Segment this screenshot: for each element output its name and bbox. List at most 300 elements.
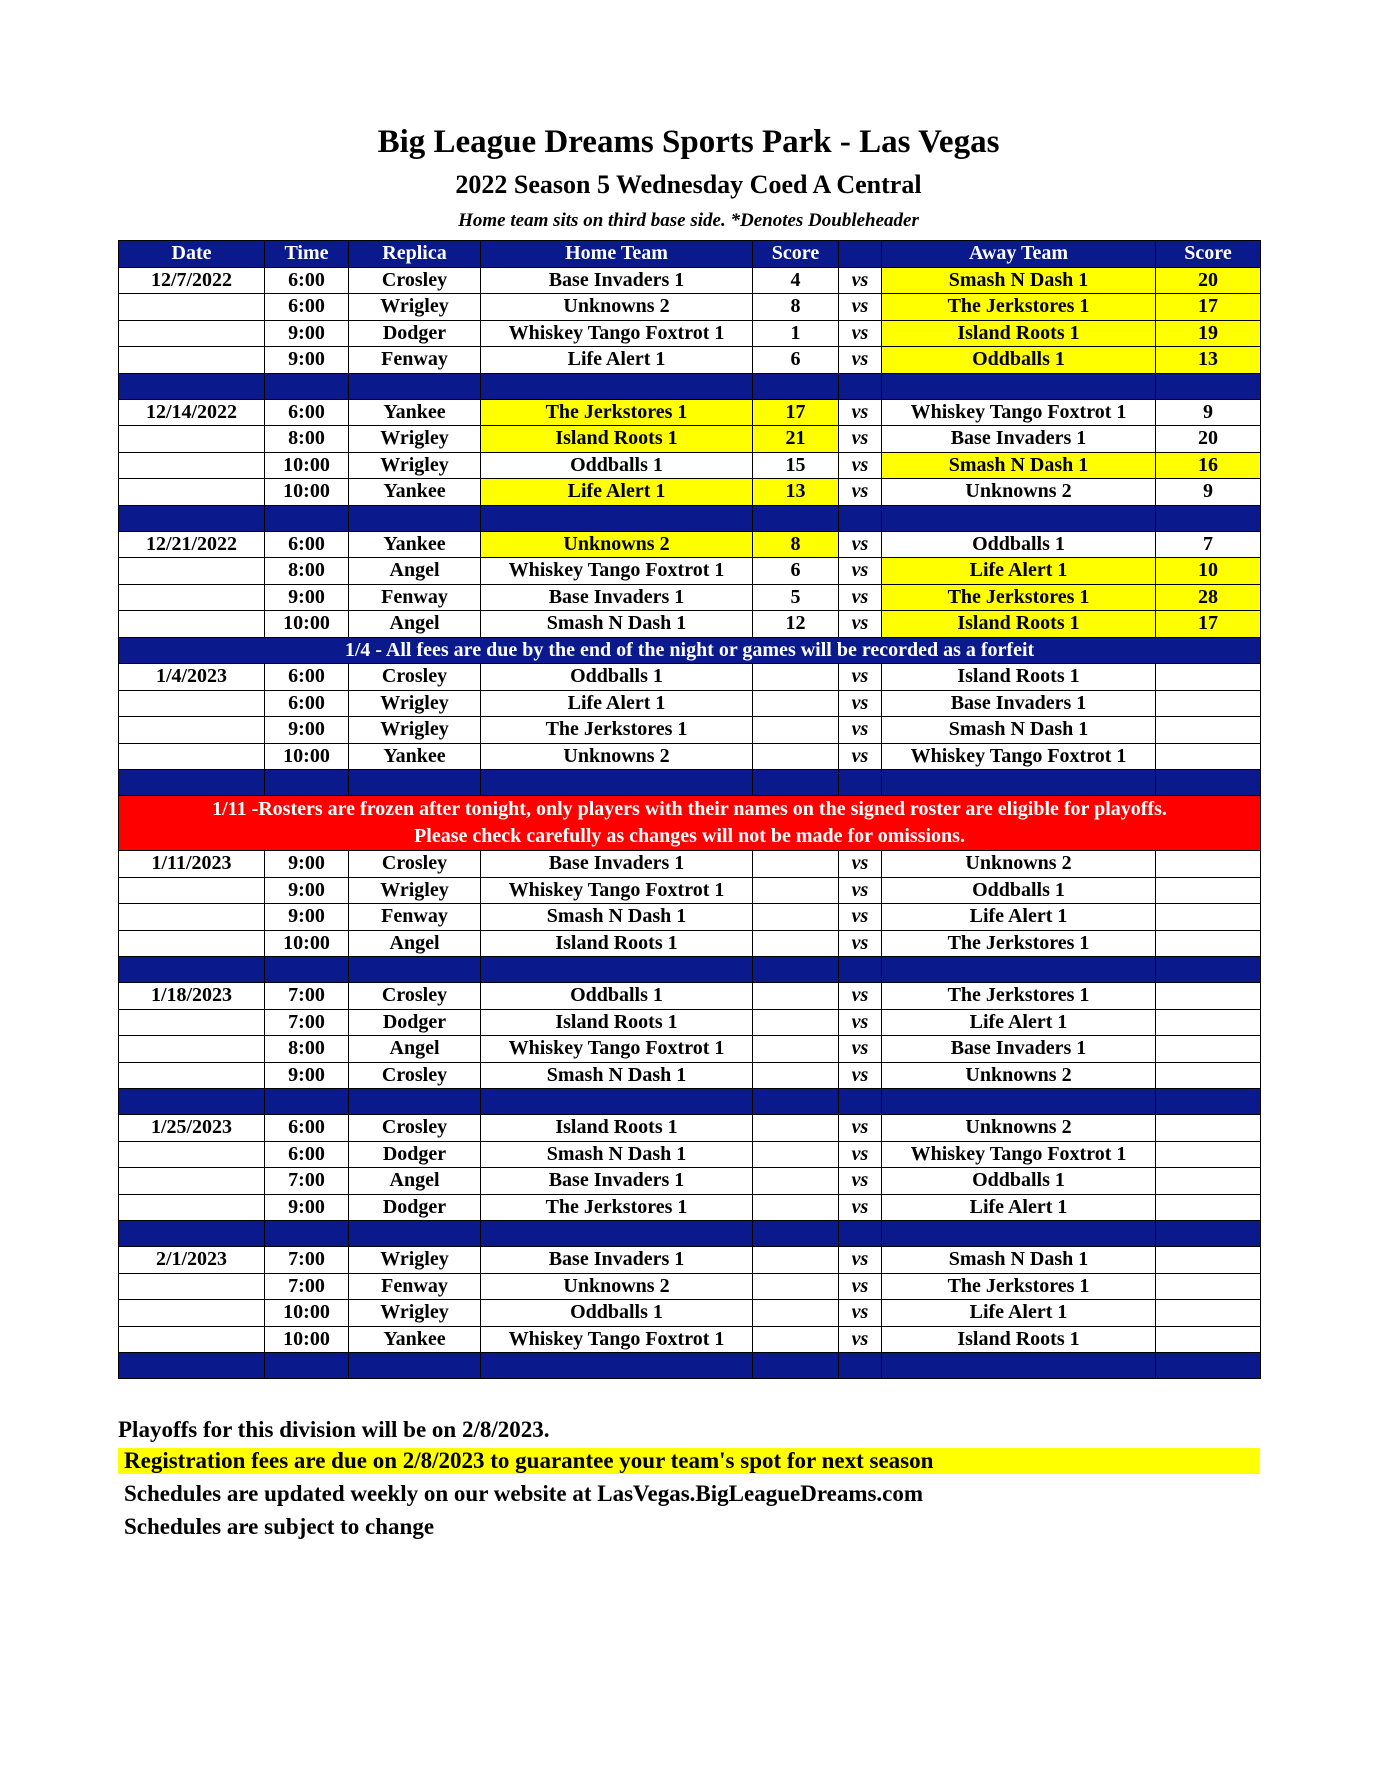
separator-cell <box>119 373 265 399</box>
home-team: Oddballs 1 <box>481 664 753 691</box>
home-score <box>753 1300 839 1327</box>
game-replica: Dodger <box>349 320 481 347</box>
table-header-row <box>119 241 1261 268</box>
game-row <box>119 584 1261 611</box>
game-time: 6:00 <box>265 664 349 691</box>
game-time: 6:00 <box>265 690 349 717</box>
vs-label: vs <box>839 1194 882 1221</box>
game-time: 10:00 <box>265 479 349 506</box>
away-team: Unknowns 2 <box>882 851 1156 878</box>
game-replica: Yankee <box>349 1326 481 1353</box>
game-row <box>119 1300 1261 1327</box>
game-date <box>119 1300 265 1327</box>
separator-cell <box>1156 957 1261 983</box>
game-date <box>119 347 265 374</box>
game-replica: Wrigley <box>349 426 481 453</box>
away-team: Life Alert 1 <box>882 1194 1156 1221</box>
away-team: Base Invaders 1 <box>882 426 1156 453</box>
vs-label: vs <box>839 531 882 558</box>
game-row <box>119 1036 1261 1063</box>
game-row <box>119 426 1261 453</box>
vs-label: vs <box>839 1115 882 1142</box>
game-replica: Wrigley <box>349 1247 481 1274</box>
header-note: Home team sits on third base side. *Denotes Doubleheader <box>458 210 919 231</box>
separator-cell <box>839 373 882 399</box>
game-date <box>119 1194 265 1221</box>
separator-row <box>119 1089 1261 1115</box>
home-team: Island Roots 1 <box>481 426 753 453</box>
game-time: 10:00 <box>265 452 349 479</box>
game-row <box>119 690 1261 717</box>
game-time: 7:00 <box>265 1273 349 1300</box>
home-score: 8 <box>753 531 839 558</box>
separator-cell <box>882 1089 1156 1115</box>
home-score <box>753 1194 839 1221</box>
vs-label: vs <box>839 611 882 638</box>
away-score: 10 <box>1156 558 1261 585</box>
game-time: 6:00 <box>265 1115 349 1142</box>
away-team: Life Alert 1 <box>882 904 1156 931</box>
game-date: 1/18/2023 <box>119 983 265 1010</box>
home-score: 4 <box>753 267 839 294</box>
home-score <box>753 1036 839 1063</box>
game-replica: Crosley <box>349 664 481 691</box>
separator-cell <box>882 957 1156 983</box>
separator-cell <box>481 373 753 399</box>
game-row <box>119 1273 1261 1300</box>
footer-subject: Schedules are subject to change <box>124 1514 435 1539</box>
game-time: 9:00 <box>265 1194 349 1221</box>
away-score <box>1156 1300 1261 1327</box>
game-date <box>119 930 265 957</box>
separator-cell <box>753 505 839 531</box>
away-team: Smash N Dash 1 <box>882 267 1156 294</box>
game-date: 1/25/2023 <box>119 1115 265 1142</box>
away-team: Life Alert 1 <box>882 1300 1156 1327</box>
game-row <box>119 743 1261 770</box>
game-date <box>119 611 265 638</box>
game-time: 8:00 <box>265 1036 349 1063</box>
separator-cell <box>1156 1353 1261 1379</box>
game-date <box>119 1326 265 1353</box>
game-date <box>119 1141 265 1168</box>
home-team: Oddballs 1 <box>481 452 753 479</box>
game-replica: Fenway <box>349 1273 481 1300</box>
separator-cell <box>349 373 481 399</box>
away-team: The Jerkstores 1 <box>882 1273 1156 1300</box>
col-header-home-team: Home Team <box>481 241 753 268</box>
game-row <box>119 531 1261 558</box>
away-score: 16 <box>1156 452 1261 479</box>
page-subtitle: 2022 Season 5 Wednesday Coed A Central <box>455 170 922 199</box>
home-team: Smash N Dash 1 <box>481 904 753 931</box>
home-score: 5 <box>753 584 839 611</box>
vs-label: vs <box>839 1326 882 1353</box>
game-row <box>119 294 1261 321</box>
game-date <box>119 877 265 904</box>
game-row <box>119 1326 1261 1353</box>
vs-label: vs <box>839 877 882 904</box>
game-replica: Crosley <box>349 851 481 878</box>
home-team: The Jerkstores 1 <box>481 399 753 426</box>
vs-label: vs <box>839 1036 882 1063</box>
separator-cell <box>481 1353 753 1379</box>
separator-cell <box>265 1089 349 1115</box>
game-time: 10:00 <box>265 1300 349 1327</box>
game-time: 7:00 <box>265 1168 349 1195</box>
col-header-replica: Replica <box>349 241 481 268</box>
separator-cell <box>1156 770 1261 796</box>
game-row <box>119 904 1261 931</box>
home-score <box>753 1168 839 1195</box>
game-replica: Wrigley <box>349 690 481 717</box>
vs-label: vs <box>839 904 882 931</box>
away-score: 28 <box>1156 584 1261 611</box>
game-time: 8:00 <box>265 558 349 585</box>
game-replica: Yankee <box>349 479 481 506</box>
home-score <box>753 1062 839 1089</box>
vs-label: vs <box>839 717 882 744</box>
away-team: The Jerkstores 1 <box>882 584 1156 611</box>
home-team: Base Invaders 1 <box>481 267 753 294</box>
separator-cell <box>882 1353 1156 1379</box>
game-replica: Crosley <box>349 1062 481 1089</box>
separator-cell <box>753 957 839 983</box>
separator-cell <box>882 505 1156 531</box>
footer-registration: Registration fees are due on 2/8/2023 to guarantee your team's spot for next season <box>118 1448 1260 1474</box>
separator-row <box>119 1221 1261 1247</box>
game-date: 1/11/2023 <box>119 851 265 878</box>
roster-alert <box>119 796 1261 851</box>
game-date: 12/14/2022 <box>119 399 265 426</box>
home-team: Smash N Dash 1 <box>481 1141 753 1168</box>
game-replica: Angel <box>349 558 481 585</box>
separator-row <box>119 373 1261 399</box>
home-team: Whiskey Tango Foxtrot 1 <box>481 320 753 347</box>
vs-label: vs <box>839 1141 882 1168</box>
away-score: 20 <box>1156 267 1261 294</box>
away-team: The Jerkstores 1 <box>882 930 1156 957</box>
home-team: Base Invaders 1 <box>481 584 753 611</box>
home-score <box>753 983 839 1010</box>
game-date: 12/7/2022 <box>119 267 265 294</box>
vs-label: vs <box>839 1062 882 1089</box>
away-team: Base Invaders 1 <box>882 690 1156 717</box>
separator-cell <box>119 1089 265 1115</box>
game-date <box>119 320 265 347</box>
game-time: 7:00 <box>265 1009 349 1036</box>
separator-cell <box>1156 373 1261 399</box>
game-time: 6:00 <box>265 1141 349 1168</box>
vs-label: vs <box>839 399 882 426</box>
game-time: 10:00 <box>265 1326 349 1353</box>
vs-label: vs <box>839 1300 882 1327</box>
separator-cell <box>349 1353 481 1379</box>
home-score <box>753 690 839 717</box>
away-team: Smash N Dash 1 <box>882 717 1156 744</box>
game-time: 9:00 <box>265 851 349 878</box>
game-row <box>119 267 1261 294</box>
separator-cell <box>839 957 882 983</box>
away-score <box>1156 1326 1261 1353</box>
game-date <box>119 1273 265 1300</box>
away-team: The Jerkstores 1 <box>882 294 1156 321</box>
separator-cell <box>753 1353 839 1379</box>
game-time: 9:00 <box>265 717 349 744</box>
game-row <box>119 877 1261 904</box>
home-score <box>753 743 839 770</box>
game-row <box>119 983 1261 1010</box>
separator-cell <box>349 505 481 531</box>
away-team: Smash N Dash 1 <box>882 452 1156 479</box>
separator-cell <box>839 1221 882 1247</box>
separator-cell <box>753 1089 839 1115</box>
game-replica: Yankee <box>349 531 481 558</box>
away-score <box>1156 1247 1261 1274</box>
game-replica: Crosley <box>349 267 481 294</box>
away-score <box>1156 851 1261 878</box>
separator-cell <box>119 1221 265 1247</box>
separator-cell <box>349 957 481 983</box>
separator-cell <box>349 1221 481 1247</box>
vs-label: vs <box>839 983 882 1010</box>
vs-label: vs <box>839 1273 882 1300</box>
game-time: 6:00 <box>265 294 349 321</box>
separator-cell <box>882 770 1156 796</box>
separator-cell <box>265 957 349 983</box>
separator-cell <box>839 770 882 796</box>
away-score <box>1156 1194 1261 1221</box>
home-team: Life Alert 1 <box>481 479 753 506</box>
away-score: 9 <box>1156 399 1261 426</box>
away-score: 13 <box>1156 347 1261 374</box>
away-score: 7 <box>1156 531 1261 558</box>
home-team: Whiskey Tango Foxtrot 1 <box>481 877 753 904</box>
separator-cell <box>119 770 265 796</box>
home-score <box>753 1009 839 1036</box>
separator-row <box>119 505 1261 531</box>
away-team: Island Roots 1 <box>882 664 1156 691</box>
game-row <box>119 930 1261 957</box>
vs-label: vs <box>839 1009 882 1036</box>
col-header-date: Date <box>119 241 265 268</box>
vs-label: vs <box>839 743 882 770</box>
away-score: 17 <box>1156 611 1261 638</box>
home-score: 12 <box>753 611 839 638</box>
col-header-vs <box>839 241 882 268</box>
away-team: Island Roots 1 <box>882 611 1156 638</box>
away-team: Smash N Dash 1 <box>882 1247 1156 1274</box>
away-score <box>1156 904 1261 931</box>
footer-playoffs: Playoffs for this division will be on 2/8/2023. <box>118 1417 550 1442</box>
away-team: Oddballs 1 <box>882 1168 1156 1195</box>
game-row <box>119 452 1261 479</box>
home-team: Base Invaders 1 <box>481 851 753 878</box>
home-score: 17 <box>753 399 839 426</box>
home-score <box>753 851 839 878</box>
separator-row <box>119 1353 1261 1379</box>
game-time: 7:00 <box>265 1247 349 1274</box>
home-team: The Jerkstores 1 <box>481 1194 753 1221</box>
separator-cell <box>1156 505 1261 531</box>
vs-label: vs <box>839 558 882 585</box>
game-date <box>119 558 265 585</box>
game-row <box>119 1247 1261 1274</box>
home-team: Oddballs 1 <box>481 983 753 1010</box>
home-team: Life Alert 1 <box>481 347 753 374</box>
game-date <box>119 1036 265 1063</box>
game-time: 10:00 <box>265 611 349 638</box>
announcement-row <box>119 637 1261 664</box>
vs-label: vs <box>839 1168 882 1195</box>
game-time: 6:00 <box>265 399 349 426</box>
away-team: Whiskey Tango Foxtrot 1 <box>882 743 1156 770</box>
home-team: The Jerkstores 1 <box>481 717 753 744</box>
game-time: 6:00 <box>265 531 349 558</box>
game-replica: Dodger <box>349 1009 481 1036</box>
game-replica: Fenway <box>349 904 481 931</box>
game-replica: Crosley <box>349 983 481 1010</box>
schedule-table <box>118 240 1261 1379</box>
vs-label: vs <box>839 851 882 878</box>
home-score <box>753 717 839 744</box>
separator-cell <box>119 505 265 531</box>
col-header-home-score: Score <box>753 241 839 268</box>
away-team: Unknowns 2 <box>882 1115 1156 1142</box>
vs-label: vs <box>839 452 882 479</box>
game-replica: Crosley <box>349 1115 481 1142</box>
away-score <box>1156 983 1261 1010</box>
vs-label: vs <box>839 347 882 374</box>
away-score <box>1156 690 1261 717</box>
game-date <box>119 1009 265 1036</box>
game-time: 10:00 <box>265 743 349 770</box>
schedule-body <box>119 267 1261 1379</box>
announcement-text: 1/4 - All fees are due by the end of the night or games will be recorded as a forfeit <box>119 637 1261 664</box>
home-team: Island Roots 1 <box>481 1115 753 1142</box>
separator-cell <box>265 1221 349 1247</box>
away-score <box>1156 664 1261 691</box>
home-team: Life Alert 1 <box>481 690 753 717</box>
away-team: Oddballs 1 <box>882 877 1156 904</box>
home-team: Whiskey Tango Foxtrot 1 <box>481 1036 753 1063</box>
separator-cell <box>265 770 349 796</box>
game-row <box>119 320 1261 347</box>
game-date: 1/4/2023 <box>119 664 265 691</box>
game-date <box>119 479 265 506</box>
game-time: 9:00 <box>265 904 349 931</box>
separator-cell <box>839 505 882 531</box>
game-date: 2/1/2023 <box>119 1247 265 1274</box>
col-header-away-team: Away Team <box>882 241 1156 268</box>
home-team: Smash N Dash 1 <box>481 1062 753 1089</box>
away-score <box>1156 1009 1261 1036</box>
separator-cell <box>839 1089 882 1115</box>
away-team: Unknowns 2 <box>882 1062 1156 1089</box>
game-date <box>119 717 265 744</box>
game-replica: Fenway <box>349 584 481 611</box>
separator-cell <box>481 1221 753 1247</box>
game-replica: Wrigley <box>349 1300 481 1327</box>
away-score <box>1156 877 1261 904</box>
home-team: Whiskey Tango Foxtrot 1 <box>481 558 753 585</box>
away-team: Oddballs 1 <box>882 347 1156 374</box>
vs-label: vs <box>839 930 882 957</box>
separator-cell <box>1156 1089 1261 1115</box>
home-score <box>753 1141 839 1168</box>
game-date <box>119 584 265 611</box>
vs-label: vs <box>839 426 882 453</box>
vs-label: vs <box>839 1247 882 1274</box>
separator-cell <box>753 1221 839 1247</box>
game-date <box>119 294 265 321</box>
home-team: Base Invaders 1 <box>481 1168 753 1195</box>
game-row <box>119 1168 1261 1195</box>
away-team: Life Alert 1 <box>882 558 1156 585</box>
game-row <box>119 347 1261 374</box>
separator-cell <box>753 770 839 796</box>
home-score: 13 <box>753 479 839 506</box>
game-date <box>119 452 265 479</box>
game-replica: Angel <box>349 1036 481 1063</box>
col-header-time: Time <box>265 241 349 268</box>
home-team: Unknowns 2 <box>481 1273 753 1300</box>
game-replica: Dodger <box>349 1141 481 1168</box>
game-time: 10:00 <box>265 930 349 957</box>
game-row <box>119 1115 1261 1142</box>
game-replica: Yankee <box>349 399 481 426</box>
game-time: 9:00 <box>265 320 349 347</box>
page-title: Big League Dreams Sports Park - Las Vegas <box>377 124 1000 160</box>
away-score: 20 <box>1156 426 1261 453</box>
home-team: Island Roots 1 <box>481 1009 753 1036</box>
home-team: Unknowns 2 <box>481 531 753 558</box>
away-score <box>1156 1036 1261 1063</box>
home-score: 6 <box>753 347 839 374</box>
game-date <box>119 743 265 770</box>
game-row <box>119 1009 1261 1036</box>
away-score <box>1156 1168 1261 1195</box>
separator-cell <box>882 1221 1156 1247</box>
game-replica: Angel <box>349 1168 481 1195</box>
separator-cell <box>1156 1221 1261 1247</box>
separator-cell <box>119 957 265 983</box>
game-replica: Angel <box>349 611 481 638</box>
roster-alert-line-2: Please check carefully as changes will not be made for omissions. <box>414 825 965 847</box>
footer-website: Schedules are updated weekly on our website at LasVegas.BigLeagueDreams.com <box>124 1481 924 1506</box>
home-score <box>753 1326 839 1353</box>
home-score: 8 <box>753 294 839 321</box>
vs-label: vs <box>839 479 882 506</box>
separator-cell <box>481 957 753 983</box>
home-score <box>753 1273 839 1300</box>
game-replica: Dodger <box>349 1194 481 1221</box>
home-score <box>753 877 839 904</box>
home-team: Island Roots 1 <box>481 930 753 957</box>
game-row <box>119 851 1261 878</box>
home-score <box>753 1115 839 1142</box>
home-team: Base Invaders 1 <box>481 1247 753 1274</box>
game-row <box>119 399 1261 426</box>
separator-cell <box>349 1089 481 1115</box>
game-row <box>119 1062 1261 1089</box>
vs-label: vs <box>839 267 882 294</box>
separator-cell <box>265 373 349 399</box>
away-score <box>1156 743 1261 770</box>
away-score <box>1156 1141 1261 1168</box>
home-team: Oddballs 1 <box>481 1300 753 1327</box>
game-row <box>119 611 1261 638</box>
